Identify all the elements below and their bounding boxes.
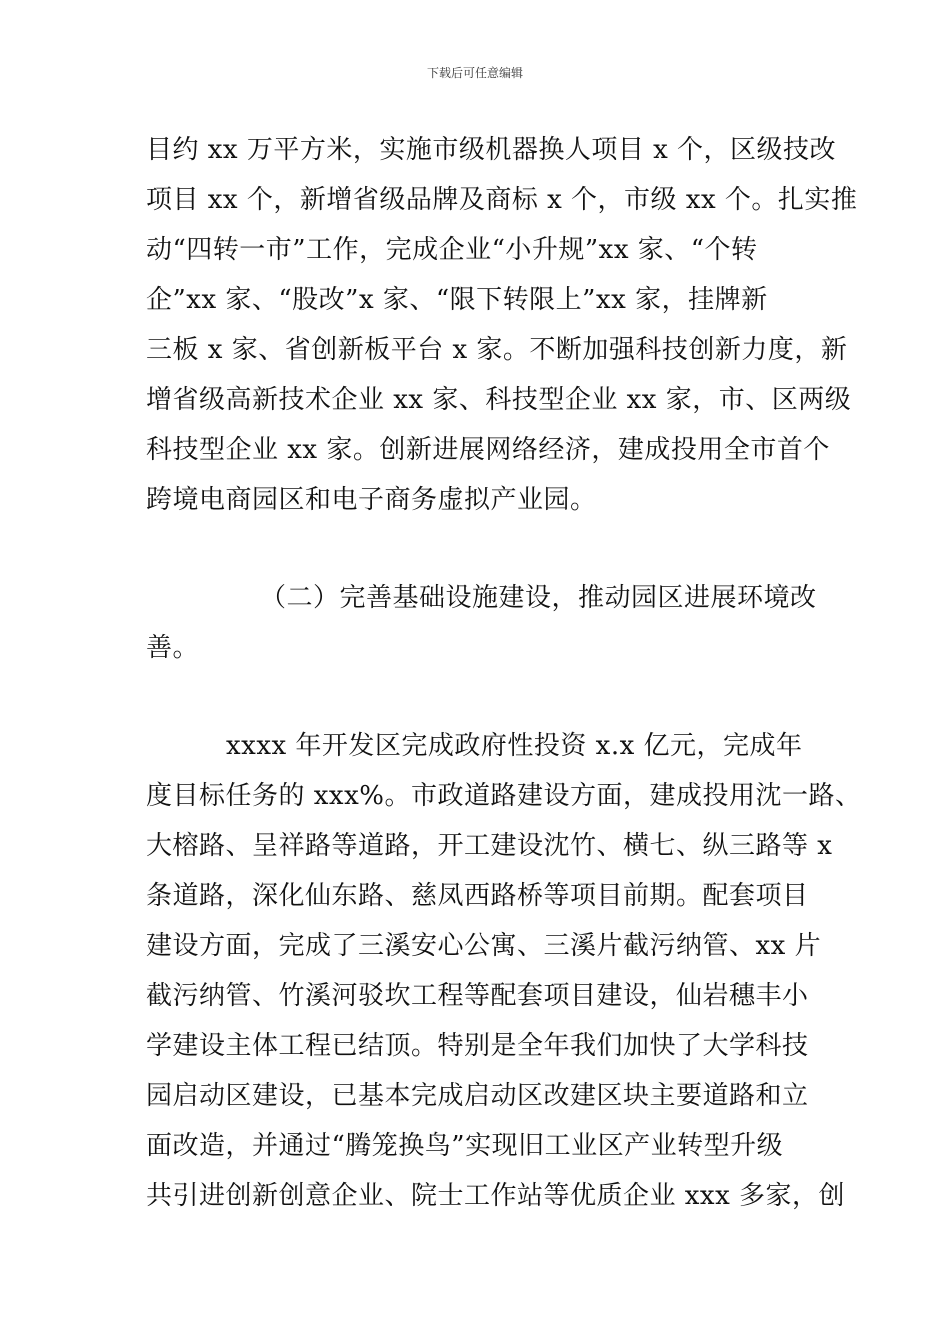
paragraph-line: 企”xx 家、“股改”x 家、“限下转限上”xx 家，挂牌新 [146,285,768,315]
page-header-note: 下载后可任意编辑 [426,66,523,80]
paragraph-line: 度目标任务的 xxx%。市政道路建设方面，建成投用沈一路、 [146,781,862,811]
paragraph-line: 目约 xx 万平方米，实施市级机器换人项目 x 个，区级技改 [146,135,837,165]
paragraph-line: 大榕路、呈祥路等道路，开工建设沈竹、横七、纵三路等 x [146,831,833,861]
paragraph-line: 跨境电商园区和电子商务虚拟产业园。 [146,485,597,515]
paragraph-line: 学建设主体工程已结顶。特别是全年我们加快了大学科技 [146,1031,809,1061]
paragraph-line: xxxx 年开发区完成政府性投资 x.x 亿元，完成年 [226,731,803,761]
paragraph-line: 园启动区建设，已基本完成启动区改建区块主要道路和立 [146,1081,809,1111]
paragraph-line: 三板 x 家、省创新板平台 x 家。不断加强科技创新力度，新 [146,335,848,365]
paragraph-line: 增省级高新技术企业 xx 家、科技型企业 xx 家，市、区两级 [146,385,852,415]
paragraph-line: 项目 xx 个，新增省级品牌及商标 x 个，市级 xx 个。扎实推 [146,185,858,215]
section-heading: （二）完善基础设施建设，推动园区进展环境改 [260,583,817,613]
paragraph-line: 建设方面，完成了三溪安心公寓、三溪片截污纳管、xx 片 [146,931,822,961]
section-heading-continuation: 善。 [146,633,200,663]
paragraph-line: 面改造，并通过“腾笼换鸟”实现旧工业区产业转型升级 [146,1131,784,1161]
paragraph-line: 动“四转一市”工作，完成企业“小升规”xx 家、“个转 [146,235,758,265]
paragraph-line: 截污纳管、竹溪河驳坎工程等配套项目建设，仙岩穗丰小 [146,981,809,1011]
paragraph-line: 共引进创新创意企业、院士工作站等优质企业 xxx 多家，创 [146,1181,846,1211]
paragraph-line: 条道路，深化仙东路、慈凤西路桥等项目前期。配套项目 [146,881,809,911]
paragraph-line: 科技型企业 xx 家。创新进展网络经济，建成投用全市首个 [146,435,830,465]
